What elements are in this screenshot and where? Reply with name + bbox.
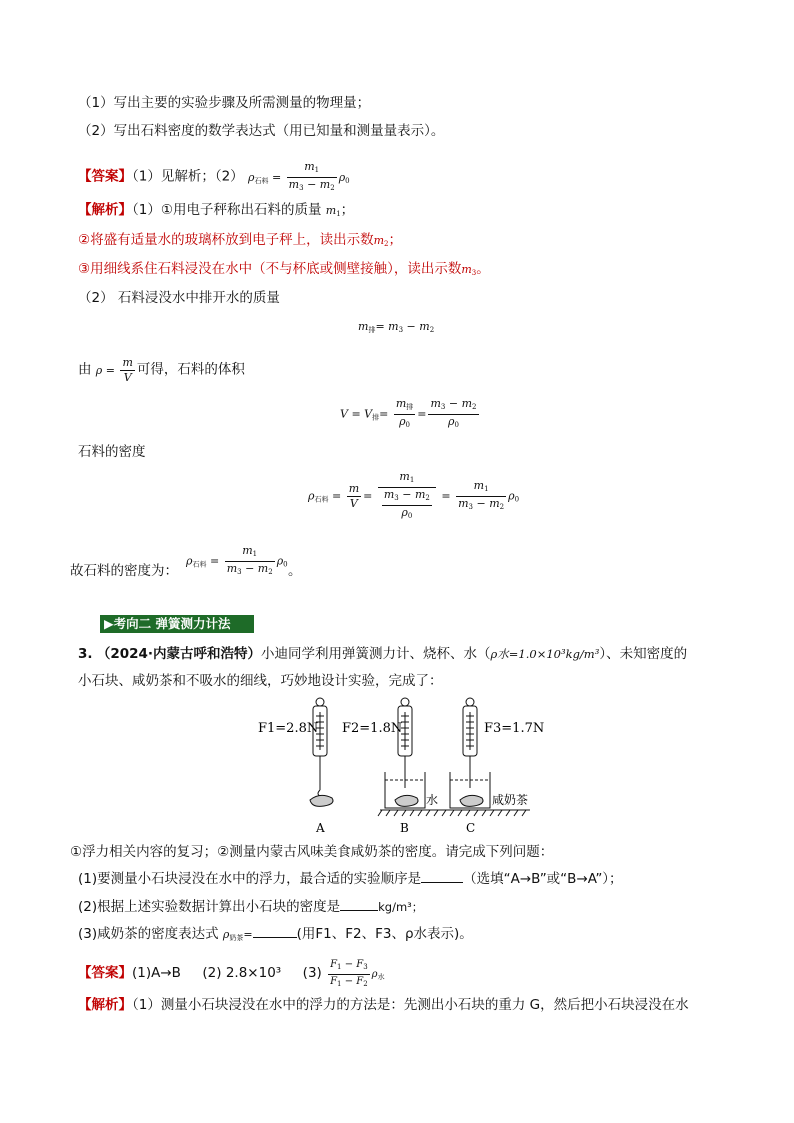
label-milk-tea: 咸奶茶 (492, 793, 529, 807)
equation-mass-displaced: $m_排= m_3 - m_2$ (358, 320, 435, 334)
answer-3-a3: (3) (302, 965, 322, 981)
analysis-step-1-text: （1）①用电子秤称出石料的质量 (132, 202, 322, 218)
question-text-2: ）、未知密度的 (599, 646, 688, 662)
analysis-step-2: ②将盛有适量水的玻璃杯放到电子秤上，读出示数$m_2$； (78, 232, 403, 248)
conclusion-formula: $\rho_{石料}$ = $\frac{m_1}{m_3 - m_2}$ $\rho_0$ (186, 544, 288, 576)
section-banner: ▶考向二 弹簧测力计法 (100, 615, 254, 633)
sub-question-1-b: （选填“A→B”或“B→A”）； (463, 871, 623, 887)
volume-mid: 可得，石料的体积 (136, 361, 245, 378)
sub-question-3: (3)咸奶茶的密度表达式 $\rho_{奶茶}=$ (用F1、F2、F3、ρ水表示)。 (78, 926, 473, 942)
answer-1 (78, 160, 350, 195)
question-3-line-1 (78, 645, 687, 663)
answer-tag: 【答案】 (78, 168, 132, 185)
sub-question-2 (78, 898, 423, 916)
equation-density: $\rho_{石料}$ = $\frac{m}{V}$ = $\frac{m_1}{\frac{m_3 - m_2}{\rho_0}}$ = $\frac{m_1}{m_3 - m_2}$ $\rho_0$ (308, 470, 520, 520)
analysis-tag: 【解析】 (78, 202, 132, 218)
answer-3: 【答案】(1)A→B (2) 2.8×10³ (3) $\frac{F_1 - F_3}{F_1 - F_2}$ $\rho_水$ (78, 959, 385, 988)
question-line-2: （2）写出石料密度的数学表达式（用已知量和测量量表示）。 (78, 123, 445, 139)
question-number: 3. (78, 646, 93, 662)
label-f3: F3=1.7N (484, 721, 545, 736)
ground-line (378, 810, 530, 816)
label-c: C (466, 821, 476, 835)
sub-question-2-b: kg/m³； (378, 900, 424, 914)
analysis-step-1: 【解析】（1）①用电子秤称出石料的质量 $m_1$； (78, 202, 355, 218)
sub-question-1-a: (1)要测量小石块浸没在水中的浮力，最合适的实验顺序是 (78, 871, 422, 887)
answer-3-a2: (2) 2.8×10³ (202, 965, 282, 981)
label-a: A (316, 821, 325, 835)
answer-blank-1[interactable] (421, 870, 463, 883)
answer-formula: $\rho_{石料}$ = $\frac{m_1}{m_3 - m_2}$ $\rho_0$ (247, 160, 350, 192)
sub-question-2-a: (2)根据上述实验数据计算出小石块的密度是 (78, 899, 341, 915)
spring-scale-b (385, 698, 425, 808)
label-water: 水 (426, 793, 439, 807)
spring-scale-a (310, 698, 333, 806)
label-f1: F1=2.8N (258, 721, 319, 736)
answer-blank-2[interactable] (340, 898, 378, 911)
density-lead: 石料的密度 (78, 444, 146, 460)
spring-scale-c (450, 698, 490, 808)
analysis-3-text: （1）测量小石块浸没在水中的浮力的方法是：先测出小石块的重力 G，然后把小石块浸没在水 (132, 997, 689, 1013)
volume-line: 由 ρ = $\frac{m}{V}$ 可得，石料的体积 (78, 356, 245, 384)
sub-question-1 (78, 870, 623, 888)
question-3-line-2: 小石块、咸奶茶和不吸水的细线，巧妙地设计实验，完成了： (78, 673, 443, 689)
analysis-step-3: ③用细线系住石料浸没在水中（不与杯底或侧壁接触），读出示数$m_3$。 (78, 261, 490, 277)
analysis-3 (78, 996, 689, 1014)
analysis-3-tag: 【解析】 (78, 997, 132, 1013)
answer-3-a1: (1)A→B (132, 965, 181, 981)
question-text-1: 小迪同学利用弹簧测力计、烧杯、水（ (261, 646, 491, 662)
label-b: B (400, 821, 409, 835)
equation-volume: $V = V_排=$ $\frac{m_排}{\rho_0}$ = $\frac{m_3 - m_2}{\rho_0}$ (340, 397, 477, 429)
sub-question-3-a: (3)咸奶茶的密度表达式 (78, 926, 219, 942)
answer-blank-3[interactable] (253, 925, 297, 938)
conclusion-period: 。 (288, 563, 302, 579)
volume-lead: 由 (78, 361, 92, 378)
conclusion-text: 故石料的密度为： (70, 563, 178, 579)
question-line-1: （1）写出主要的实验步骤及所需测量的物理量； (78, 95, 371, 111)
analysis-part-2: （2） 石料浸没水中排开水的质量 (78, 290, 280, 306)
answer-3-tag: 【答案】 (78, 965, 132, 981)
question-source: （2024·内蒙古呼和浩特） (96, 646, 262, 662)
sub-question-3-b: (用F1、F2、F3、ρ水表示)。 (296, 926, 473, 942)
analysis-step-3-text: ③用细线系住石料浸没在水中（不与杯底或侧壁接触），读出示数 (78, 261, 462, 277)
label-f2: F2=1.8N (342, 721, 403, 736)
rho-water: ρ水=1.0×10³kg/m³ (490, 647, 600, 661)
analysis-step-2-text: ②将盛有适量水的玻璃杯放到电子秤上，读出示数 (78, 232, 374, 248)
answer-text: （1）见解析；（2） (132, 168, 244, 185)
spring-scale-figure (250, 690, 550, 840)
question-3-intro: ①浮力相关内容的复习；②测量内蒙古风味美食咸奶茶的密度。请完成下列问题： (70, 844, 554, 860)
